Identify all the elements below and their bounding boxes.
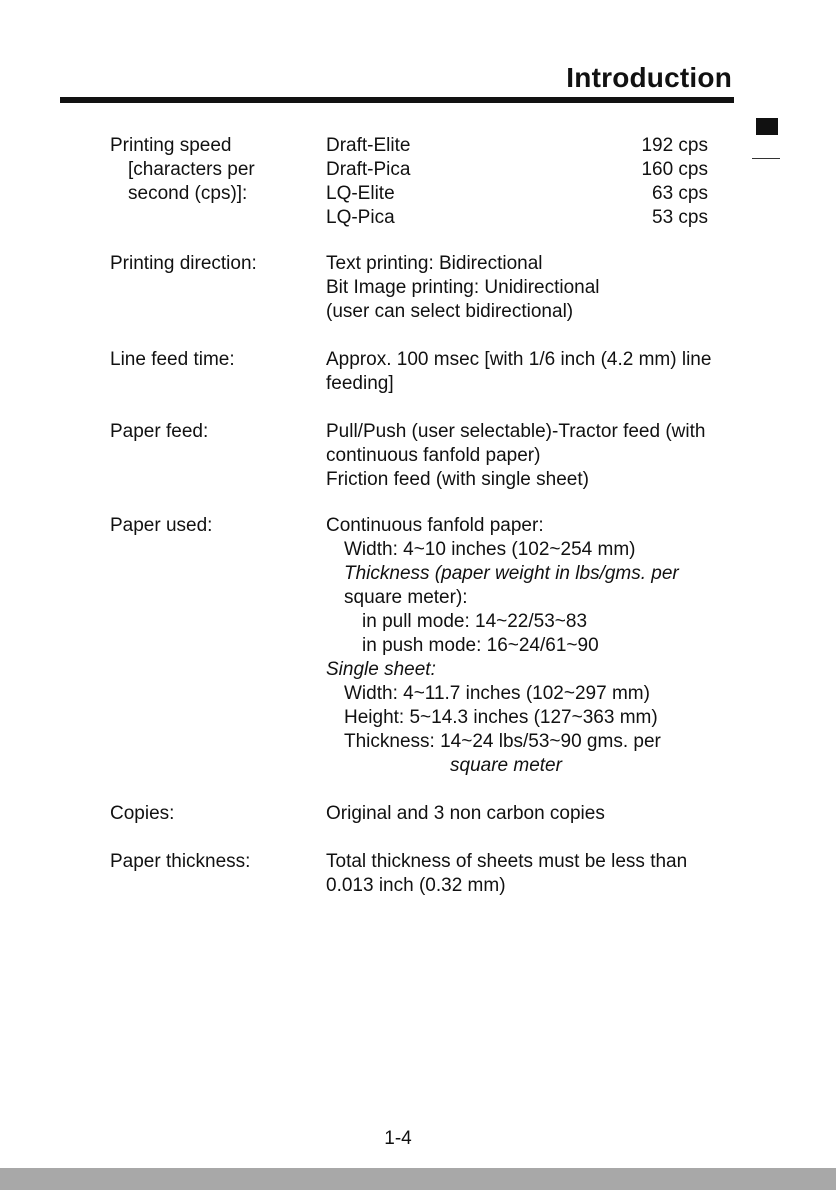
spec-label: Paper feed: (110, 421, 209, 442)
bottom-bar (0, 1168, 836, 1190)
spec-label: Printing direction: (110, 253, 257, 274)
speed-row: LQ-Elite 63 cps (326, 183, 708, 204)
spec-label: Copies: (110, 803, 175, 824)
section-edge-line (752, 158, 780, 159)
spec-label: Paper used: (110, 515, 213, 536)
spec-value: Approx. 100 msec [with 1/6 inch (4.2 mm) line feeding] (326, 349, 712, 394)
header-rule (60, 97, 734, 103)
spec-value: Original and 3 non carbon copies (326, 803, 605, 824)
speed-row: LQ-Pica 53 cps (326, 207, 708, 228)
spec-label: Printing speed [characters per second (cps)]: (110, 135, 255, 204)
speed-row: Draft-Pica 160 cps (326, 159, 708, 180)
spec-value: Pull/Push (user selectable)-Tractor feed (with continuous fanfold paper) Friction feed (with single sheet) (326, 421, 706, 490)
page-header-title: Introduction (566, 62, 732, 93)
speed-row: Draft-Elite 192 cps (326, 135, 708, 156)
spec-label: Paper thickness: (110, 851, 251, 872)
section-edge-tab (756, 118, 778, 135)
spec-value: Text printing: Bidirectional Bit Image printing: Unidirectional (user can select bidirectional) (326, 253, 600, 322)
spec-label: Line feed time: (110, 349, 235, 370)
spec-value: Continuous fanfold paper: Width: 4~10 inches (102~254 mm) Thickness (paper weight in lbs/gms. per square meter): in pull mode: 14~22/53~83 in push mode: 16~24/61~90 Single sheet: Width: 4~11.7 inches (102~297 mm) Height: 5~14.3 inches (127~363 mm) Thickness: 14~24 lbs/53~90 gms. per square meter (326, 515, 679, 776)
speed-list (326, 134, 726, 230)
spec-value: Total thickness of sheets must be less than 0.013 inch (0.32 mm) (326, 851, 688, 896)
page-number: 1-4 (384, 1128, 412, 1149)
